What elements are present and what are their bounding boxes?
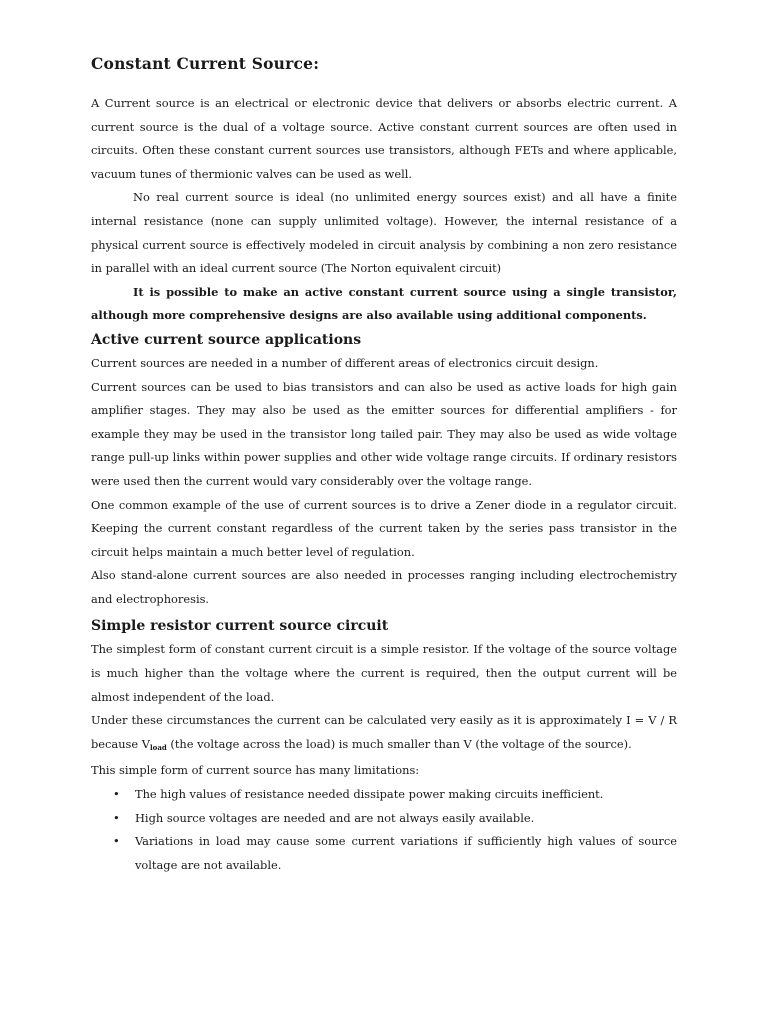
resistor-paragraph-3: This simple form of current source has many limitations:: [91, 763, 420, 778]
list-item-text: The high values of resistance needed dissipate power making circuits inefficient.: [135, 787, 604, 802]
applications-paragraph-3: One common example of the use of current sources is to drive a Zener diode in a regulator circuit. Keeping the current constant regardless of the current taken by the series pass transistor in the circuit helps maintain a much better level of regulation.: [91, 497, 677, 559]
list-item-text: High source voltages are needed and are not always easily available.: [135, 810, 535, 825]
resistor-paragraph-2-start: Under these circumstances the current can be calculated very easily as it is approximately I = V / R because V: [91, 713, 677, 751]
intro-paragraph-2: No real current source is ideal (no unlimited energy sources exist) and all have a finite internal resistance (none can supply unlimited voltage). However, the internal resistance of a physical current source is effectively modeled in circuit analysis by combining a non zero resistance in parallel with an ideal current source (The Norton equivalent circuit): [91, 190, 677, 276]
resistor-paragraph-2-end: (the voltage across the load) is much smaller than V (the voltage of the source).: [166, 736, 632, 751]
document-page: [91, 52, 677, 877]
intro-paragraph-1: A Current source is an electrical or electronic device that delivers or absorbs electric current. A current source is the dual of a voltage source. Active constant current sources are often used in circuits. Often these constant current sources use transistors, although FETs and where applicable, vacuum tunes of thermionic valves can be used as well.: [91, 96, 677, 181]
resistor-paragraph-2: [91, 709, 677, 759]
document-title: Constant Current Source:: [91, 54, 320, 73]
applications-paragraph-1: Current sources are needed in a number of different areas of electronics circuit design.: [91, 355, 599, 370]
applications-paragraph-2: Current sources can be used to bias transistors and can also be used as active loads for high gain amplifier stages. They may also be used as the emitter sources for differential amplifiers - for example they may be used in the transistor long tailed pair. They may also be used as wide voltage range pull-up links within power supplies and other wide voltage range circuits. If ordinary resistors were used then the current would vary considerably over the voltage range.: [91, 379, 677, 488]
list-item-text: Variations in load may cause some current variations if sufficiently high values of source voltage are not available.: [135, 834, 677, 872]
resistor-paragraph-1: The simplest form of constant current circuit is a simple resistor. If the voltage of the source voltage is much higher than the voltage where the current is required, then the output current will be almost independent of the load.: [91, 642, 677, 704]
bullet-icon: •: [113, 787, 120, 802]
resistor-heading: Simple resistor current source circuit: [91, 618, 389, 635]
applications-heading: Active current source applications: [91, 331, 362, 348]
list-item: [91, 783, 677, 807]
list-item: [91, 807, 677, 831]
applications-paragraph-4: Also stand-alone current sources are also needed in processes ranging including electrochemistry and electrophoresis.: [91, 568, 677, 606]
list-item: [91, 830, 677, 877]
bullet-icon: •: [113, 810, 120, 825]
intro-paragraph-3: It is possible to make an active constant current source using a single transistor, although more comprehensive designs are also available using additional components.: [91, 284, 677, 323]
bullet-icon: •: [113, 834, 120, 849]
vload-subscript: load: [149, 742, 167, 752]
limitations-list: [91, 783, 677, 877]
